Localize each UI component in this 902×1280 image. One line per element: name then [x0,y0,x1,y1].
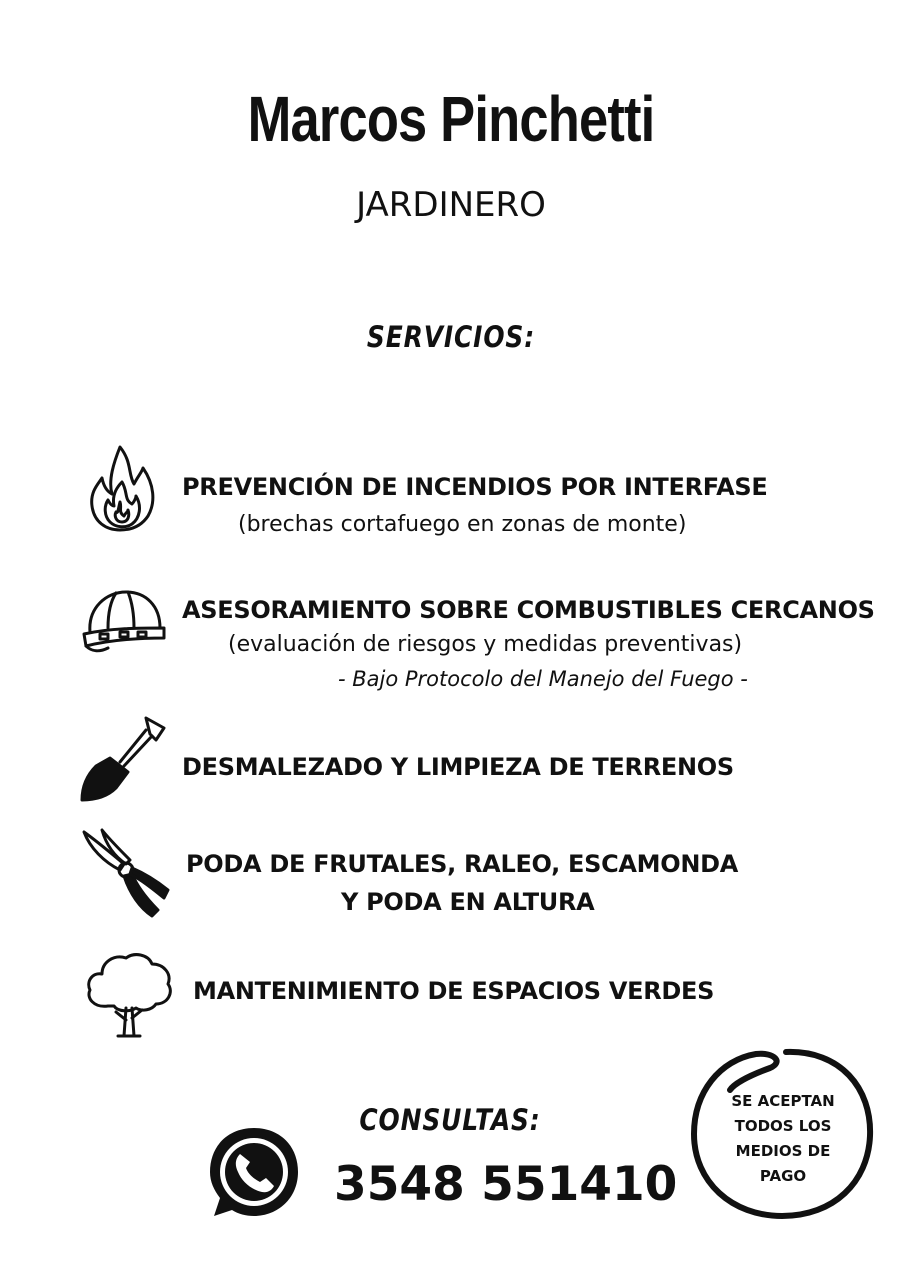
service-note: - Bajo Protocolo del Manejo del Fuego - [338,667,748,691]
payment-badge [703,1089,863,1189]
shovel-icon [80,714,170,802]
services-heading: SERVICIOS: [366,320,536,354]
service-title: DESMALEZADO Y LIMPIEZA DE TERRENOS [182,753,734,781]
payment-badge-line: MEDIOS DE [735,1142,831,1160]
phone-number[interactable]: 3548 551410 [334,1157,678,1212]
service-title-line2: Y PODA EN ALTURA [341,888,595,916]
page-title: Marcos Pinchetti [247,83,655,155]
service-title: MANTENIMIENTO DE ESPACIOS VERDES [193,977,715,1005]
payment-badge-line: TODOS LOS [734,1117,832,1135]
pruning-shears-icon [80,828,172,920]
service-title-line1: PODA DE FRUTALES, RALEO, ESCAMONDA [186,850,739,878]
payment-badge-line: SE ACEPTAN [731,1092,835,1110]
fire-icon [88,444,156,532]
contact-heading: CONSULTAS: [359,1103,541,1137]
service-subtitle: (brechas cortafuego en zonas de monte) [238,512,687,537]
service-title: ASESORAMIENTO SOBRE COMBUSTIBLES CERCANOS [182,596,875,624]
hard-hat-icon [80,588,166,654]
whatsapp-icon[interactable] [206,1124,302,1220]
service-subtitle: (evaluación de riesgos y medidas preventivas) [228,632,743,657]
page-subtitle: JARDINERO [356,185,546,225]
payment-badge-line: PAGO [759,1167,807,1185]
tree-icon [84,950,174,1038]
service-title: PREVENCIÓN DE INCENDIOS POR INTERFASE [182,473,768,501]
